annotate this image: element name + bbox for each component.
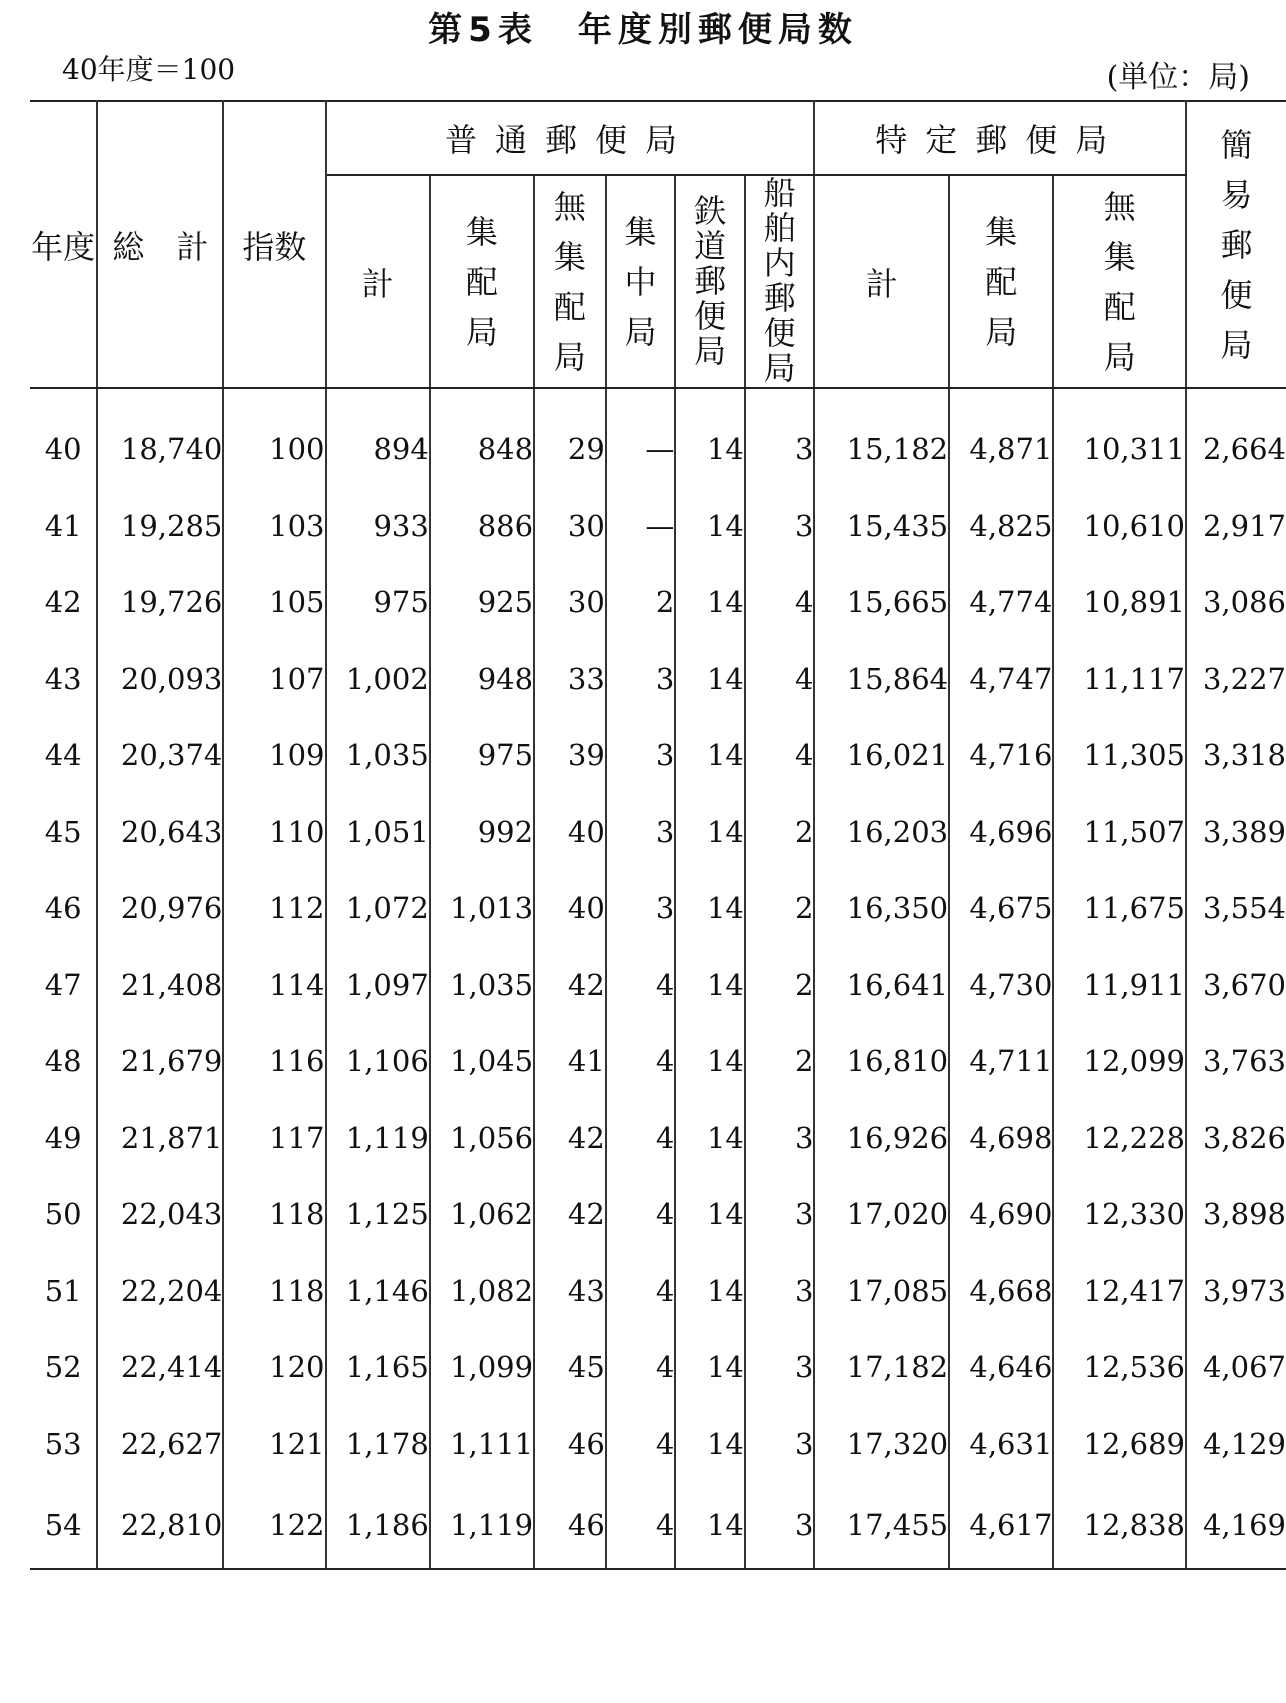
cell-ord-total: 1,178 <box>326 1406 430 1483</box>
cell-sp-delivery: 4,617 <box>949 1482 1053 1569</box>
cell-simple: 3,086 <box>1202 585 1286 620</box>
cell-ord-ship: 2 <box>745 794 815 871</box>
unit-note: (単位：局) <box>1106 60 1250 95</box>
cell-simple: 3,318 <box>1202 738 1286 773</box>
cell-ord-delivery: 848 <box>430 388 534 488</box>
cell-year: 48 <box>30 1023 97 1100</box>
cell-ord-nodelivery: 39 <box>534 717 606 794</box>
cell-sp-delivery: 4,730 <box>949 947 1053 1024</box>
cell-ord-central: — <box>606 488 676 565</box>
cell-sp-delivery: 4,646 <box>949 1329 1053 1406</box>
cell-ord-nodelivery: 42 <box>534 1100 606 1177</box>
cell-ord-railway: 14 <box>675 1329 745 1406</box>
cell-ord-nodelivery: 40 <box>534 870 606 947</box>
cell-ord-central: 3 <box>606 870 676 947</box>
cell-ord-central: 4 <box>606 1482 676 1569</box>
cell-total: 20,374 <box>97 717 223 794</box>
cell-sp-nodelivery: 12,417 <box>1053 1253 1186 1330</box>
cell-year: 51 <box>30 1253 97 1330</box>
cell-ord-delivery: 1,056 <box>430 1100 534 1177</box>
cell-sp-nodelivery: 10,610 <box>1053 488 1186 565</box>
cell-ord-delivery: 948 <box>430 641 534 718</box>
cell-sp-delivery: 4,711 <box>949 1023 1053 1100</box>
cell-sp-total: 16,641 <box>814 947 949 1024</box>
cell-ord-central: 4 <box>606 1176 676 1253</box>
cell-sp-nodelivery: 12,838 <box>1053 1482 1186 1569</box>
cell-sp-delivery: 4,675 <box>949 870 1053 947</box>
cell-sp-total: 17,455 <box>814 1482 949 1569</box>
cell-ord-railway: 14 <box>675 1100 745 1177</box>
cell-ord-delivery: 886 <box>430 488 534 565</box>
cell-ord-ship: 2 <box>745 870 815 947</box>
cell-ord-railway: 14 <box>675 641 745 718</box>
cell-simple: 3,763 <box>1202 1044 1286 1079</box>
header-sp-nodelivery-label: 無集配局 <box>1103 187 1136 376</box>
cell-year: 40 <box>30 388 97 488</box>
cell-sp-total: 17,085 <box>814 1253 949 1330</box>
header-ord-nodelivery-label: 無集配局 <box>553 187 586 376</box>
cell-ord-nodelivery: 42 <box>534 1176 606 1253</box>
cell-year: 46 <box>30 870 97 947</box>
cell-ord-ship: 3 <box>745 1100 815 1177</box>
cell-ord-nodelivery: 30 <box>534 488 606 565</box>
table-row <box>30 1176 1286 1253</box>
cell-total: 20,093 <box>97 641 223 718</box>
cell-total: 18,740 <box>97 388 223 488</box>
cell-sp-nodelivery: 11,675 <box>1053 870 1186 947</box>
cell-sp-nodelivery: 12,228 <box>1053 1100 1186 1177</box>
cell-ord-railway: 14 <box>675 1023 745 1100</box>
cell-sp-nodelivery: 12,536 <box>1053 1329 1186 1406</box>
table-row <box>30 564 1286 641</box>
cell-sp-delivery: 4,698 <box>949 1100 1053 1177</box>
cell-total: 19,285 <box>97 488 223 565</box>
header-sp-total: 計 <box>814 175 949 388</box>
cell-sp-delivery: 4,774 <box>949 564 1053 641</box>
cell-sp-nodelivery: 12,689 <box>1053 1406 1186 1483</box>
cell-sp-delivery: 4,716 <box>949 717 1053 794</box>
cell-ord-delivery: 1,119 <box>430 1482 534 1569</box>
cell-total: 22,810 <box>97 1482 223 1569</box>
header-ordinary-group: 普通郵便局 <box>326 101 815 175</box>
cell-sp-nodelivery: 11,911 <box>1053 947 1186 1024</box>
cell-ord-ship: 2 <box>745 947 815 1024</box>
table-row <box>30 1100 1286 1177</box>
cell-ord-ship: 4 <box>745 641 815 718</box>
cell-simple: 3,826 <box>1202 1120 1286 1155</box>
cell-sp-total: 15,864 <box>814 641 949 718</box>
cell-ord-delivery: 1,099 <box>430 1329 534 1406</box>
cell-sp-nodelivery: 10,311 <box>1053 388 1186 488</box>
cell-ord-total: 1,165 <box>326 1329 430 1406</box>
cell-ord-delivery: 1,082 <box>430 1253 534 1330</box>
header-sp-delivery <box>949 175 1053 388</box>
header-ord-delivery-label: 集配局 <box>465 212 498 351</box>
cell-index: 112 <box>223 870 325 947</box>
cell-year: 44 <box>30 717 97 794</box>
cell-year: 53 <box>30 1406 97 1483</box>
cell-ord-total: 1,125 <box>326 1176 430 1253</box>
index-base-note: 40年度＝100 <box>62 53 236 86</box>
cell-ord-ship: 3 <box>745 488 815 565</box>
cell-total: 22,414 <box>97 1329 223 1406</box>
cell-simple: 4,169 <box>1186 1482 1286 1569</box>
cell-total: 21,871 <box>97 1100 223 1177</box>
cell-ord-railway: 14 <box>675 947 745 1024</box>
header-ord-central <box>606 175 676 388</box>
cell-ord-central: 3 <box>606 717 676 794</box>
cell-sp-nodelivery: 10,891 <box>1053 564 1186 641</box>
cell-sp-total: 16,203 <box>814 794 949 871</box>
cell-sp-total: 17,182 <box>814 1329 949 1406</box>
cell-year: 43 <box>30 641 97 718</box>
cell-year: 45 <box>30 794 97 871</box>
cell-sp-nodelivery: 12,099 <box>1053 1023 1186 1100</box>
cell-ord-central: 4 <box>606 1253 676 1330</box>
cell-total: 20,976 <box>97 870 223 947</box>
table-row <box>30 1329 1286 1406</box>
cell-sp-total: 16,926 <box>814 1100 949 1177</box>
header-sp-delivery-label: 集配局 <box>985 212 1018 351</box>
header-simple <box>1186 101 1286 388</box>
cell-sp-total: 17,020 <box>814 1176 949 1253</box>
cell-simple: 3,554 <box>1202 891 1286 926</box>
cell-ord-total: 1,035 <box>326 717 430 794</box>
cell-sp-delivery: 4,825 <box>949 488 1053 565</box>
cell-year: 52 <box>30 1329 97 1406</box>
header-index: 指数 <box>223 101 325 388</box>
header-sp-nodelivery <box>1053 175 1186 388</box>
cell-simple: 3,898 <box>1202 1197 1286 1232</box>
cell-ord-central: 4 <box>606 1329 676 1406</box>
cell-ord-ship: 3 <box>745 1482 815 1569</box>
cell-sp-delivery: 4,747 <box>949 641 1053 718</box>
cell-ord-total: 1,119 <box>326 1100 430 1177</box>
header-ord-ship <box>745 175 815 388</box>
cell-total: 22,627 <box>97 1406 223 1483</box>
cell-ord-nodelivery: 42 <box>534 947 606 1024</box>
cell-ord-railway: 14 <box>675 488 745 565</box>
cell-total: 19,726 <box>97 564 223 641</box>
cell-ord-nodelivery: 46 <box>534 1406 606 1483</box>
cell-ord-total: 1,106 <box>326 1023 430 1100</box>
cell-ord-central: — <box>606 388 676 488</box>
cell-sp-nodelivery: 12,330 <box>1053 1176 1186 1253</box>
cell-sp-nodelivery: 11,305 <box>1053 717 1186 794</box>
cell-ord-delivery: 1,062 <box>430 1176 534 1253</box>
header-simple-label: 簡易郵便局 <box>1220 125 1253 364</box>
cell-sp-total: 16,350 <box>814 870 949 947</box>
cell-index: 110 <box>223 794 325 871</box>
cell-index: 105 <box>223 564 325 641</box>
cell-simple: 3,973 <box>1202 1273 1286 1308</box>
cell-ord-total: 894 <box>326 388 430 488</box>
cell-ord-ship: 3 <box>745 388 815 488</box>
cell-ord-total: 1,051 <box>326 794 430 871</box>
cell-total: 20,643 <box>97 794 223 871</box>
table-row <box>30 1482 1286 1569</box>
cell-year: 49 <box>30 1100 97 1177</box>
cell-ord-delivery: 1,111 <box>430 1406 534 1483</box>
cell-sp-delivery: 4,871 <box>949 388 1053 488</box>
table-row <box>30 947 1286 1024</box>
cell-sp-total: 15,665 <box>814 564 949 641</box>
cell-sp-nodelivery: 11,507 <box>1053 794 1186 871</box>
cell-ord-central: 3 <box>606 641 676 718</box>
cell-ord-central: 3 <box>606 794 676 871</box>
cell-ord-ship: 3 <box>745 1176 815 1253</box>
post-office-table <box>30 100 1286 1570</box>
cell-ord-ship: 4 <box>745 564 815 641</box>
cell-index: 100 <box>223 388 325 488</box>
cell-ord-railway: 14 <box>675 1176 745 1253</box>
cell-index: 120 <box>223 1329 325 1406</box>
cell-simple: 4,067 <box>1202 1350 1286 1385</box>
cell-ord-total: 975 <box>326 564 430 641</box>
cell-ord-railway: 14 <box>675 794 745 871</box>
cell-ord-railway: 14 <box>675 388 745 488</box>
cell-ord-nodelivery: 33 <box>534 641 606 718</box>
table-row <box>30 1253 1286 1330</box>
cell-year: 47 <box>30 947 97 1024</box>
header-ord-delivery <box>430 175 534 388</box>
cell-sp-total: 16,810 <box>814 1023 949 1100</box>
cell-ord-railway: 14 <box>675 717 745 794</box>
header-ord-railway-label: 鉄道郵便局 <box>694 191 727 370</box>
cell-simple: 3,227 <box>1202 661 1286 696</box>
cell-total: 22,043 <box>97 1176 223 1253</box>
cell-sp-total: 16,021 <box>814 717 949 794</box>
cell-ord-railway: 14 <box>675 564 745 641</box>
cell-ord-nodelivery: 43 <box>534 1253 606 1330</box>
cell-ord-central: 4 <box>606 1406 676 1483</box>
cell-ord-railway: 14 <box>675 1253 745 1330</box>
cell-year: 50 <box>30 1176 97 1253</box>
cell-sp-delivery: 4,696 <box>949 794 1053 871</box>
cell-index: 121 <box>223 1406 325 1483</box>
cell-simple: 2,917 <box>1202 508 1286 543</box>
cell-sp-delivery: 4,668 <box>949 1253 1053 1330</box>
cell-ord-ship: 3 <box>745 1253 815 1330</box>
table-title: 第5表 年度別郵便局数 <box>428 10 858 50</box>
cell-index: 116 <box>223 1023 325 1100</box>
cell-total: 21,408 <box>97 947 223 1024</box>
table-body <box>30 388 1286 1569</box>
cell-ord-central: 4 <box>606 1100 676 1177</box>
cell-sp-total: 17,320 <box>814 1406 949 1483</box>
cell-ord-central: 2 <box>606 564 676 641</box>
cell-year: 41 <box>30 488 97 565</box>
table-row <box>30 488 1286 565</box>
header-specific-group: 特定郵便局 <box>814 101 1186 175</box>
cell-total: 22,204 <box>97 1253 223 1330</box>
header-total: 総 計 <box>97 101 223 388</box>
cell-year: 54 <box>30 1482 97 1569</box>
cell-sp-total: 15,182 <box>814 388 949 488</box>
cell-year: 42 <box>30 564 97 641</box>
cell-ord-nodelivery: 40 <box>534 794 606 871</box>
cell-ord-delivery: 1,013 <box>430 870 534 947</box>
cell-sp-delivery: 4,631 <box>949 1406 1053 1483</box>
header-ord-total: 計 <box>326 175 430 388</box>
table-row <box>30 870 1286 947</box>
cell-ord-total: 1,186 <box>326 1482 430 1569</box>
cell-ord-railway: 14 <box>675 1482 745 1569</box>
cell-ord-total: 1,146 <box>326 1253 430 1330</box>
cell-ord-ship: 3 <box>745 1329 815 1406</box>
cell-sp-total: 15,435 <box>814 488 949 565</box>
table-row <box>30 388 1286 488</box>
cell-ord-nodelivery: 41 <box>534 1023 606 1100</box>
header-ord-ship-label: 船舶内郵便局 <box>763 174 796 387</box>
cell-index: 107 <box>223 641 325 718</box>
cell-ord-delivery: 1,035 <box>430 947 534 1024</box>
cell-simple: 3,670 <box>1202 967 1286 1002</box>
cell-index: 118 <box>223 1176 325 1253</box>
cell-ord-railway: 14 <box>675 870 745 947</box>
header-ord-nodelivery <box>534 175 606 388</box>
cell-ord-total: 1,002 <box>326 641 430 718</box>
cell-ord-delivery: 992 <box>430 794 534 871</box>
cell-total: 21,679 <box>97 1023 223 1100</box>
cell-simple: 2,664 <box>1202 432 1286 467</box>
table-header <box>30 101 1286 388</box>
cell-index: 103 <box>223 488 325 565</box>
cell-ord-nodelivery: 30 <box>534 564 606 641</box>
cell-index: 117 <box>223 1100 325 1177</box>
cell-ord-total: 1,072 <box>326 870 430 947</box>
header-ord-railway <box>675 175 745 388</box>
table-row <box>30 794 1286 871</box>
cell-index: 118 <box>223 1253 325 1330</box>
header-year: 年度 <box>30 101 97 388</box>
cell-ord-delivery: 925 <box>430 564 534 641</box>
table-row <box>30 1406 1286 1483</box>
cell-ord-central: 4 <box>606 1023 676 1100</box>
cell-index: 122 <box>223 1482 325 1569</box>
header-ord-central-label: 集中局 <box>624 212 657 351</box>
cell-simple: 4,129 <box>1202 1426 1286 1461</box>
cell-sp-delivery: 4,690 <box>949 1176 1053 1253</box>
cell-simple: 3,389 <box>1202 814 1286 849</box>
cell-ord-railway: 14 <box>675 1406 745 1483</box>
cell-index: 109 <box>223 717 325 794</box>
cell-sp-nodelivery: 11,117 <box>1053 641 1186 718</box>
cell-ord-total: 933 <box>326 488 430 565</box>
cell-ord-delivery: 1,045 <box>430 1023 534 1100</box>
table-row <box>30 1023 1286 1100</box>
cell-ord-nodelivery: 46 <box>534 1482 606 1569</box>
cell-ord-total: 1,097 <box>326 947 430 1024</box>
cell-ord-central: 4 <box>606 947 676 1024</box>
table-row <box>30 717 1286 794</box>
cell-ord-ship: 4 <box>745 717 815 794</box>
cell-ord-nodelivery: 29 <box>534 388 606 488</box>
cell-ord-nodelivery: 45 <box>534 1329 606 1406</box>
cell-index: 114 <box>223 947 325 1024</box>
cell-ord-delivery: 975 <box>430 717 534 794</box>
cell-ord-ship: 3 <box>745 1406 815 1483</box>
cell-ord-ship: 2 <box>745 1023 815 1100</box>
table-row <box>30 641 1286 718</box>
